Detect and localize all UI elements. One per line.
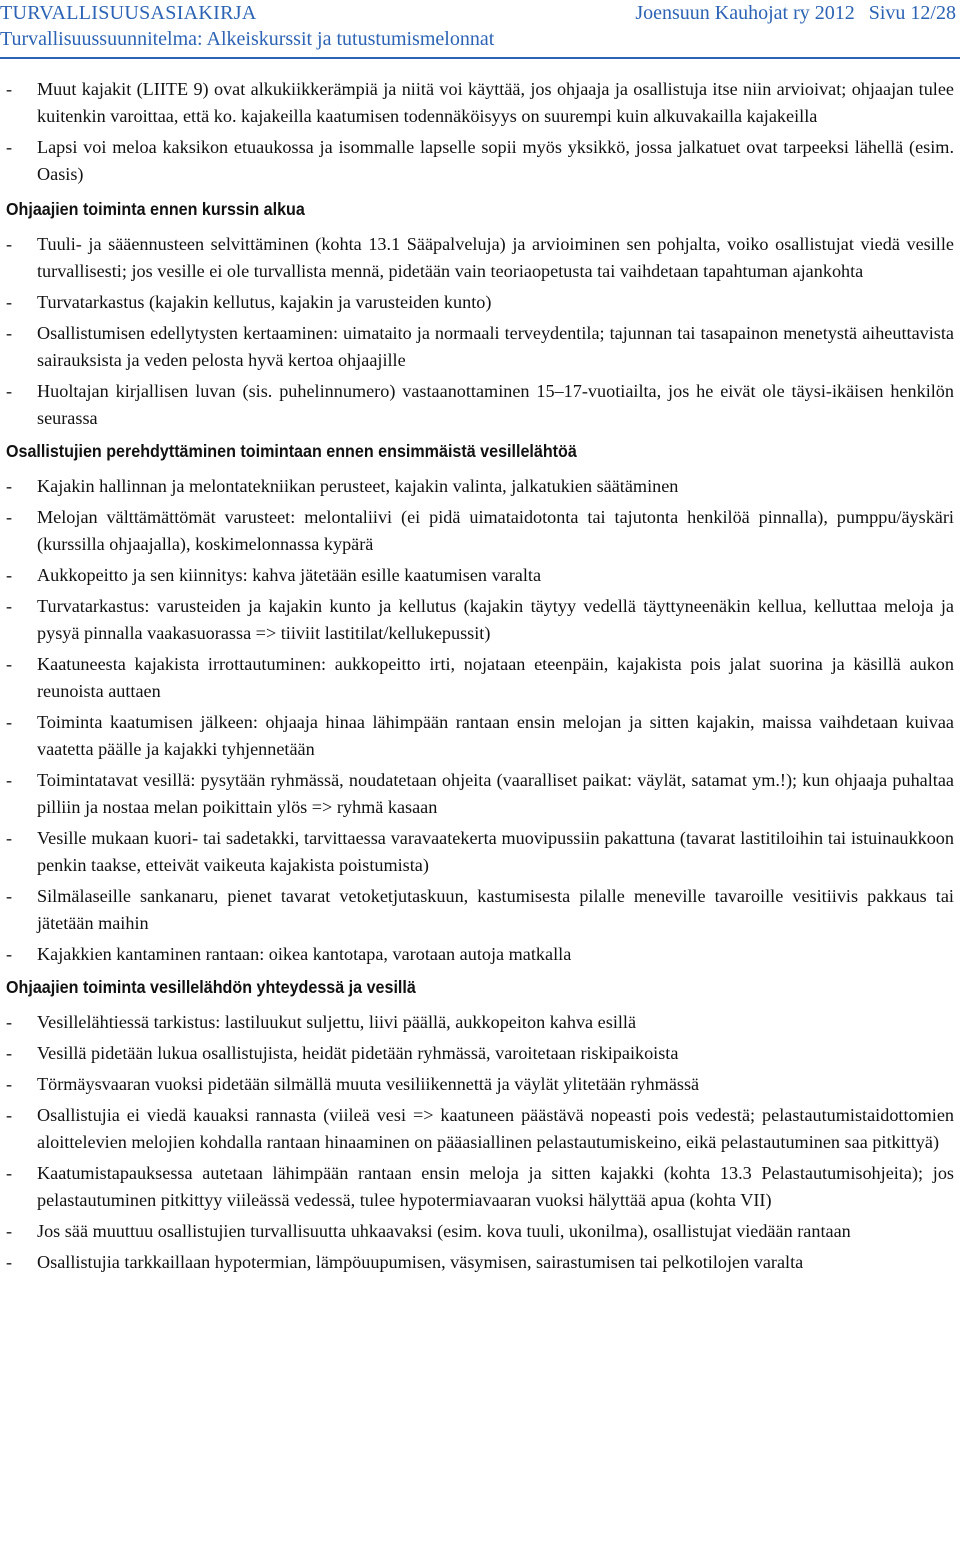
- list-item: [6, 76, 954, 130]
- document-type: TURVALLISUUSASIAKIRJA: [0, 2, 257, 24]
- list-item-text: Kajakkien kantaminen rantaan: oikea kantotapa, varotaan autoja matkalla: [37, 944, 572, 964]
- list-item: [6, 562, 954, 589]
- list-item-text: Turvatarkastus (kajakin kellutus, kajakin ja varusteiden kunto): [37, 292, 492, 312]
- bullet-dash: -: [6, 1221, 13, 1241]
- bullet-dash: -: [6, 476, 13, 496]
- bullet-dash: -: [6, 79, 13, 99]
- section-heading: Ohjaajien toiminta vesillelähdön yhteydessä ja vesillä: [6, 977, 416, 997]
- list-item: [6, 473, 954, 500]
- bullet-dash: -: [6, 712, 13, 732]
- bullet-dash: -: [6, 234, 13, 254]
- list-item: [6, 134, 954, 188]
- list-item-text: Tuuli- ja sääennusteen selvittäminen (kohta 13.1 Sääpalveluja) ja arvioiminen sen pohjalta, voiko osallistujat viedä vesille turvallisesti; jos vesille ei ole turvallista mennä, pidetään vain teoriaopetusta tai vaihdetaan tapahtuman ajankohta: [37, 234, 954, 281]
- list-item-text: Vesillelähtiessä tarkistus: lastiluukut suljettu, liivi päällä, aukkopeiton kahva esillä: [37, 1012, 637, 1032]
- list-item-text: Kajakin hallinnan ja melontatekniikan perusteet, kajakin valinta, jalkatukien säätäminen: [37, 476, 679, 496]
- list-item: [6, 883, 954, 937]
- list-item: [6, 1071, 954, 1098]
- list-item-text: Muut kajakit (LIITE 9) ovat alkukiikkerämpiä ja niitä voi käyttää, jos ohjaaja ja osallistuja itse niin arvioivat; ohjaajan tulee kuitenkin varoittaa, että ko. kajakeilla kaatumisen todennäköisyys on suurempi kuin alkuvakailla kajakeilla: [37, 79, 954, 126]
- bullet-dash: -: [6, 944, 13, 964]
- list-item: [6, 767, 954, 821]
- list-item-text: Vesillä pidetään lukua osallistujista, heidät pidetään ryhmässä, varoitetaan riskipaikoista: [37, 1043, 679, 1063]
- bullet-dash: -: [6, 137, 13, 157]
- list-item-text: Kaatuneesta kajakista irrottautuminen: aukkopeitto irti, nojataan eteenpäin, kajakista pois jalat suorina ja käsillä aukon reunoista auttaen: [37, 654, 954, 701]
- list-item: [6, 651, 954, 705]
- list-item-text: Osallistujia ei viedä kauaksi rannasta (viileä vesi => kaatuneen päästävä nopeasti pois vedestä; pelastautumistaidottomien aloittelevien melojien kohdalla rantaan hinaaminen on pääasiallinen pelastautumiskeino, eikä pelastautuminen saa pitkittyä): [37, 1105, 954, 1152]
- list-item: [6, 825, 954, 879]
- list-item: [6, 1102, 954, 1156]
- list-item-text: Toiminta kaatumisen jälkeen: ohjaaja hinaa lähimpään rantaan ensin melojan ja sitten kajakin, maissa vaihdetaan kuivaa vaatetta päälle ja kajakki tyhjennetään: [37, 712, 954, 759]
- bullet-dash: -: [6, 381, 13, 401]
- list-item-text: Huoltajan kirjallisen luvan (sis. puhelinnumero) vastaanottaminen 15–17-vuotiailta, jos he eivät ole täysi-ikäisen henkilön seurassa: [37, 381, 954, 428]
- bullet-dash: -: [6, 1163, 13, 1183]
- list-item-text: Turvatarkastus: varusteiden ja kajakin kunto ja kellutus (kajakin täytyy vedellä täyttyneenäkin kellua, kelluttaa meloja ja pysyä pinnalla vaakasuorassa => tiiviit lastitilat/kellukepussit): [37, 596, 954, 643]
- list-item: [6, 1249, 954, 1276]
- list-item: [6, 709, 954, 763]
- list-item: [6, 593, 954, 647]
- list-item-text: Silmälaseille sankanaru, pienet tavarat vetoketjutaskuun, kastumisesta pilalle meneville tavaroille vesitiivis pakkaus tai jätetään maihin: [37, 886, 954, 933]
- list-item-text: Lapsi voi meloa kaksikon etuaukossa ja isommalle lapselle sopii myös yksikkö, jossa jalkatuet ovat tarpeeksi lähellä (esim. Oasis): [37, 137, 954, 184]
- page-number: Sivu 12/28: [868, 2, 956, 24]
- list-item-text: Osallistujia tarkkaillaan hypotermian, lämpöuupumisen, väsymisen, sairastumisen tai pelkotilojen varalta: [37, 1252, 804, 1272]
- header-divider: [0, 57, 960, 59]
- intro-list: [6, 76, 954, 188]
- list-item: [6, 941, 954, 968]
- list-item-text: Aukkopeitto ja sen kiinnitys: kahva jätetään esille kaatumisen varalta: [37, 565, 542, 585]
- list-item: [6, 1009, 954, 1036]
- bullet-dash: -: [6, 1074, 13, 1094]
- list-item-text: Osallistumisen edellytysten kertaaminen: uimataito ja normaali terveydentila; tajunnan tai tasapainon menetystä aiheuttavista sairauksista ja veden pelosta hyvä kertoa ohjaajille: [37, 323, 954, 370]
- list-item: [6, 1218, 954, 1245]
- list-item: [6, 231, 954, 285]
- list-item-text: Kaatumistapauksessa autetaan lähimpään rantaan ensin meloja ja sitten kajakki (kohta 13.3 Pelastautumisohjeita); jos pelastautuminen pitkittyy viileässä vedessä, tulee hypotermiavaaran vuoksi hälyttää apua (kohta VII): [37, 1163, 954, 1210]
- list-item-text: Melojan välttämättömät varusteet: melontaliivi (ei pidä uimataidotonta tai tajutonta henkilöä pinnalla), pumppu/äyskäri (kurssilla ohjaajalla), koskimelonnassa kypärä: [37, 507, 954, 554]
- bullet-dash: -: [6, 596, 13, 616]
- list-item: [6, 1040, 954, 1067]
- document-subtitle: Turvallisuussuunnitelma: Alkeiskurssit ja tutustumismelonnat: [0, 28, 495, 50]
- section-list: [6, 1009, 954, 1276]
- bullet-dash: -: [6, 507, 13, 527]
- header-right: [621, 0, 956, 26]
- list-item-text: Jos sää muuttuu osallistujien turvallisuutta uhkaavaksi (esim. kova tuuli, ukonilma), osallistujat viedään rantaan: [37, 1221, 851, 1241]
- bullet-dash: -: [6, 292, 13, 312]
- bullet-dash: -: [6, 1043, 13, 1063]
- bullet-dash: -: [6, 1105, 13, 1125]
- section-list: [6, 231, 954, 432]
- organization-name: Joensuun Kauhojat ry 2012: [635, 2, 855, 24]
- bullet-dash: -: [6, 770, 13, 790]
- bullet-dash: -: [6, 1252, 13, 1272]
- bullet-dash: -: [6, 828, 13, 848]
- list-item-text: Vesille mukaan kuori- tai sadetakki, tarvittaessa varavaatekerta muovipussiin pakattuna (tavarat lastitiloihin tai istuinaukkoon penkin taakse, etteivät vaikeuta kajakista poistumista): [37, 828, 954, 875]
- bullet-dash: -: [6, 565, 13, 585]
- section-list: [6, 473, 954, 968]
- bullet-dash: -: [6, 654, 13, 674]
- bullet-dash: -: [6, 323, 13, 343]
- list-item: [6, 320, 954, 374]
- section-heading: Osallistujien perehdyttäminen toimintaan ennen ensimmäistä vesillelähtöä: [6, 441, 577, 461]
- list-item: [6, 289, 954, 316]
- list-item: [6, 378, 954, 432]
- bullet-dash: -: [6, 886, 13, 906]
- bullet-dash: -: [6, 1012, 13, 1032]
- document-body: [6, 76, 954, 1280]
- list-item-text: Toimintatavat vesillä: pysytään ryhmässä, noudatetaan ohjeita (vaaralliset paikat: väylät, satamat ym.!); kun ohjaaja puhaltaa pilliin ja nostaa melan poikittain ylös => ryhmä kasaan: [37, 770, 954, 817]
- list-item: [6, 504, 954, 558]
- section-heading: Ohjaajien toiminta ennen kurssin alkua: [6, 199, 305, 219]
- list-item-text: Törmäysvaaran vuoksi pidetään silmällä muuta vesiliikennettä ja väylät ylitetään ryhmässä: [37, 1074, 700, 1094]
- list-item: [6, 1160, 954, 1214]
